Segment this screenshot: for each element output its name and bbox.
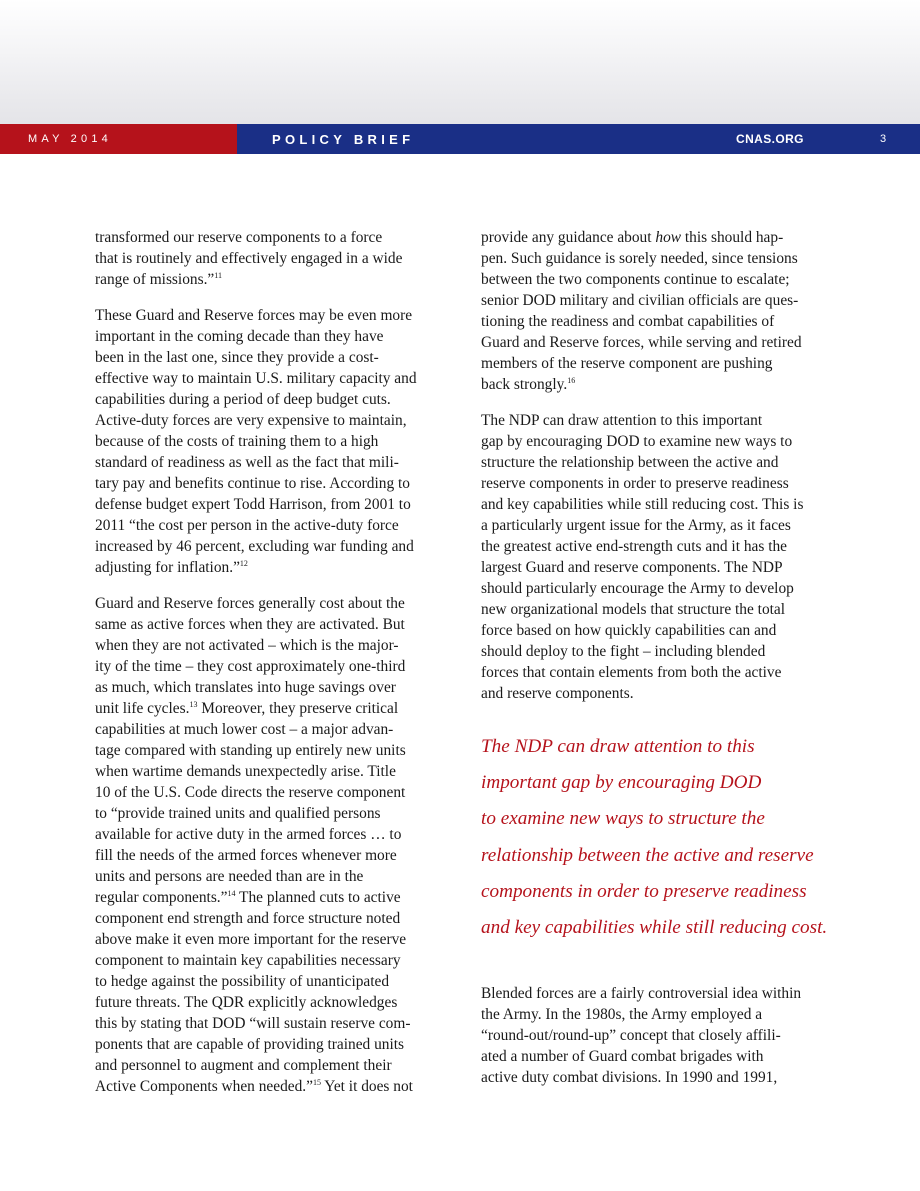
text-line-part: The planned cuts to active: [235, 889, 401, 906]
text-line: available for active duty in the armed forces … to: [95, 826, 402, 843]
text-line: force based on how quickly capabilities can and: [481, 622, 777, 639]
paragraph: [95, 227, 443, 290]
text-line: defense budget expert Todd Harrison, from 2001 to: [95, 496, 411, 513]
text-line: [95, 1076, 443, 1097]
header-date: MAY 2014: [28, 133, 112, 145]
text-line-part: Moreover, they preserve critical: [197, 700, 399, 717]
running-header: [0, 124, 920, 154]
text-line: ated a number of Guard combat brigades with: [481, 1048, 764, 1066]
text-line: been in the last one, since they provide a cost-: [95, 349, 379, 366]
footnote-ref: 11: [214, 271, 222, 280]
text-line: largest Guard and reserve components. The NDP: [481, 559, 783, 576]
footnote-ref: 13: [189, 700, 198, 709]
text-line: 10 of the U.S. Code directs the reserve component: [95, 784, 406, 801]
footnote-ref: 12: [239, 559, 248, 568]
text-line: to “provide trained units and qualified persons: [95, 805, 381, 822]
text-line: tage compared with standing up entirely new units: [95, 742, 406, 759]
text-line: should particularly encourage the Army to develop: [481, 580, 794, 597]
text-line-part: adjusting for inflation.”: [95, 559, 240, 576]
header-website: CNAS.ORG: [736, 132, 804, 146]
text-line: above make it even more important for the reserve: [95, 931, 407, 948]
emphasis-text: how: [655, 229, 682, 246]
text-line: because of the costs of training them to a high: [95, 433, 379, 450]
pull-quote-line: important gap by encouraging DOD: [481, 772, 762, 794]
text-line: members of the reserve component are pushing: [481, 355, 773, 372]
text-line: future threats. The QDR explicitly acknowledges: [95, 994, 398, 1011]
text-line: active duty combat divisions. In 1990 and 1991,: [481, 1069, 778, 1087]
text-line: a particularly urgent issue for the Army, as it faces: [481, 517, 791, 534]
right-column: [481, 227, 831, 1103]
page-number: 3: [880, 133, 887, 145]
text-line: as much, which translates into huge savings over: [95, 679, 396, 696]
text-line: [95, 698, 443, 719]
text-line: structure the relationship between the active and: [481, 454, 779, 471]
text-line: the greatest active end-strength cuts and it has the: [481, 538, 787, 555]
text-line: effective way to maintain U.S. military capacity and: [95, 370, 417, 387]
text-line: should deploy to the fight – including blended: [481, 643, 766, 660]
text-line: Guard and Reserve forces generally cost about the: [95, 595, 405, 612]
pull-quote-line: components in order to preserve readiness: [481, 880, 807, 902]
text-line: [95, 557, 443, 578]
text-line: component end strength and force structure noted: [95, 910, 401, 927]
pull-quote-line: relationship between the active and reserve: [481, 844, 814, 866]
text-line: forces that contain elements from both the active: [481, 664, 782, 681]
text-line-part: back strongly.: [481, 376, 568, 393]
paragraph: [481, 983, 831, 1088]
paragraph: [481, 410, 831, 704]
text-line-part: unit life cycles.: [95, 700, 190, 717]
text-line: increased by 46 percent, excluding war funding and: [95, 538, 414, 555]
text-line: “round-out/round-up” concept that closely affili-: [481, 1027, 781, 1045]
text-line: ponents that are capable of providing trained units: [95, 1036, 405, 1053]
text-line: [95, 887, 443, 908]
text-line: and reserve components.: [481, 685, 634, 702]
text-line: same as active forces when they are activated. But: [95, 616, 405, 633]
text-line: units and persons are needed than are in the: [95, 868, 364, 885]
spacer: [481, 946, 831, 983]
text-line: that is routinely and effectively engaged in a wide: [95, 250, 403, 267]
text-line: to hedge against the possibility of unanticipated: [95, 973, 390, 990]
page-top-background: [0, 0, 920, 124]
footnote-ref: 15: [312, 1078, 321, 1087]
text-line: [481, 374, 831, 395]
text-line: [95, 269, 443, 290]
text-line: These Guard and Reserve forces may be even more: [95, 307, 413, 324]
text-line: tioning the readiness and combat capabilities of: [481, 313, 775, 330]
text-line-part: provide any guidance about: [481, 229, 656, 246]
text-line: transformed our reserve components to a force: [95, 229, 383, 246]
text-line: capabilities during a period of deep budget cuts.: [95, 391, 391, 408]
text-line: and key capabilities while still reducing cost. This is: [481, 496, 804, 513]
text-line: standard of readiness as well as the fact that mili-: [95, 454, 399, 471]
left-column: [95, 227, 443, 1112]
text-line: the Army. In the 1980s, the Army employed a: [481, 1006, 763, 1024]
text-line: when wartime demands unexpectedly arise. Title: [95, 763, 396, 780]
text-line: component to maintain key capabilities necessary: [95, 952, 401, 969]
paragraph: [481, 227, 831, 395]
text-line: fill the needs of the armed forces whenever more: [95, 847, 397, 864]
text-line-part: regular components.”: [95, 889, 228, 906]
text-line: between the two components continue to escalate;: [481, 271, 790, 288]
pull-quote-line: to examine new ways to structure the: [481, 808, 765, 830]
footnote-ref: 14: [227, 889, 236, 898]
pull-quote-line: and key capabilities while still reducing cost.: [481, 917, 828, 939]
text-line-part: range of missions.”: [95, 271, 215, 288]
text-line-part: this should hap-: [681, 229, 784, 246]
paragraph: [95, 593, 443, 1097]
text-line: pen. Such guidance is sorely needed, since tensions: [481, 250, 798, 267]
paragraph: [95, 305, 443, 578]
text-line: ity of the time – they cost approximately one-third: [95, 658, 406, 675]
header-publication-title: POLICY BRIEF: [272, 132, 415, 147]
pull-quote-line: The NDP can draw attention to this: [481, 736, 755, 757]
text-line: reserve components in order to preserve readiness: [481, 475, 789, 492]
text-line-part: Active Components when needed.”: [95, 1078, 313, 1095]
text-line: important in the coming decade than they have: [95, 328, 384, 345]
text-line: capabilities at much lower cost – a major advan-: [95, 721, 394, 738]
footnote-ref: 16: [567, 376, 576, 385]
text-line: Blended forces are a fairly controversial idea within: [481, 985, 802, 1003]
text-line: tary pay and benefits continue to rise. According to: [95, 475, 410, 492]
text-line-part: Yet it does not: [320, 1078, 413, 1095]
text-line: new organizational models that structure the total: [481, 601, 786, 618]
text-line: gap by encouraging DOD to examine new ways to: [481, 433, 793, 450]
text-line: this by stating that DOD “will sustain reserve com-: [95, 1015, 411, 1032]
text-line: when they are not activated – which is the major-: [95, 637, 399, 654]
text-line: Active-duty forces are very expensive to maintain,: [95, 412, 407, 429]
text-line: [481, 227, 831, 248]
text-line: senior DOD military and civilian officials are ques-: [481, 292, 799, 309]
text-line: Guard and Reserve forces, while serving and retired: [481, 334, 802, 351]
text-line: The NDP can draw attention to this important: [481, 412, 763, 429]
text-line: 2011 “the cost per person in the active-duty force: [95, 517, 399, 534]
pull-quote: [481, 729, 831, 946]
text-line: and personnel to augment and complement their: [95, 1057, 392, 1074]
